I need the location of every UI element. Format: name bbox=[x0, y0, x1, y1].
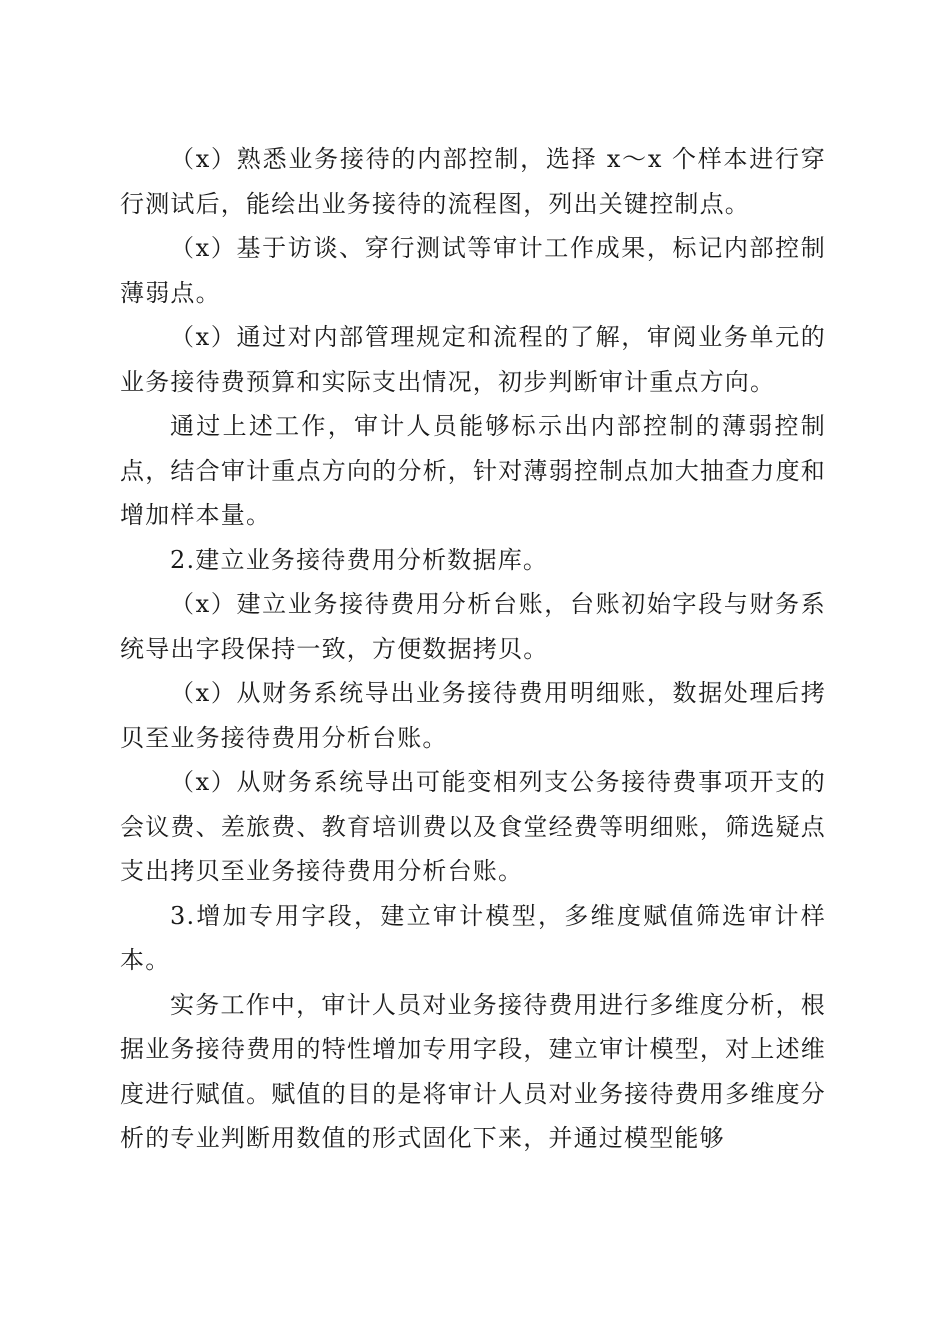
paragraph-suspicious-expenses: （x）从财务系统导出可能变相列支公务接待费事项开支的会议费、差旅费、教育培训费以及食堂经费等明细账，筛选疑点支出拷贝至业务接待费用分析台账。 bbox=[120, 768, 826, 885]
paragraph-audit-model: 实务工作中，审计人员对业务接待费用进行多维度分析，根据业务接待费用的特性增加专用字段，建立审计模型，对上述维度进行赋值。赋值的目的是将审计人员对业务接待费用多维度分析的专业判断用数值的形式固化下来，并通过模型能够 bbox=[120, 990, 826, 1152]
paragraph-weakness-marking: （x）基于访谈、穿行测试等审计工作成果，标记内部控制薄弱点。 bbox=[120, 234, 826, 307]
paragraph-budget-review: （x）通过对内部管理规定和流程的了解，审阅业务单元的业务接待费预算和实际支出情况，初步判断审计重点方向。 bbox=[120, 323, 826, 396]
paragraph-summary: 通过上述工作，审计人员能够标示出内部控制的薄弱控制点，结合审计重点方向的分析，针对薄弱控制点加大抽查力度和增加样本量。 bbox=[120, 412, 826, 529]
section-heading-2: 2.建立业务接待费用分析数据库。 bbox=[170, 545, 549, 574]
paragraph-export-details: （x）从财务系统导出业务接待费用明细账，数据处理后拷贝至业务接待费用分析台账。 bbox=[120, 679, 826, 752]
paragraph-internal-control-walkthrough: （x）熟悉业务接待的内部控制，选择 x～x 个样本进行穿行测试后，能绘出业务接待的流程图，列出关键控制点。 bbox=[120, 145, 826, 218]
paragraph-ledger-setup: （x）建立业务接待费用分析台账，台账初始字段与财务系统导出字段保持一致，方便数据拷贝。 bbox=[120, 590, 826, 663]
section-heading-3: 3.增加专用字段，建立审计模型，多维度赋值筛选审计样本。 bbox=[120, 901, 826, 974]
document-body bbox=[120, 137, 826, 1161]
